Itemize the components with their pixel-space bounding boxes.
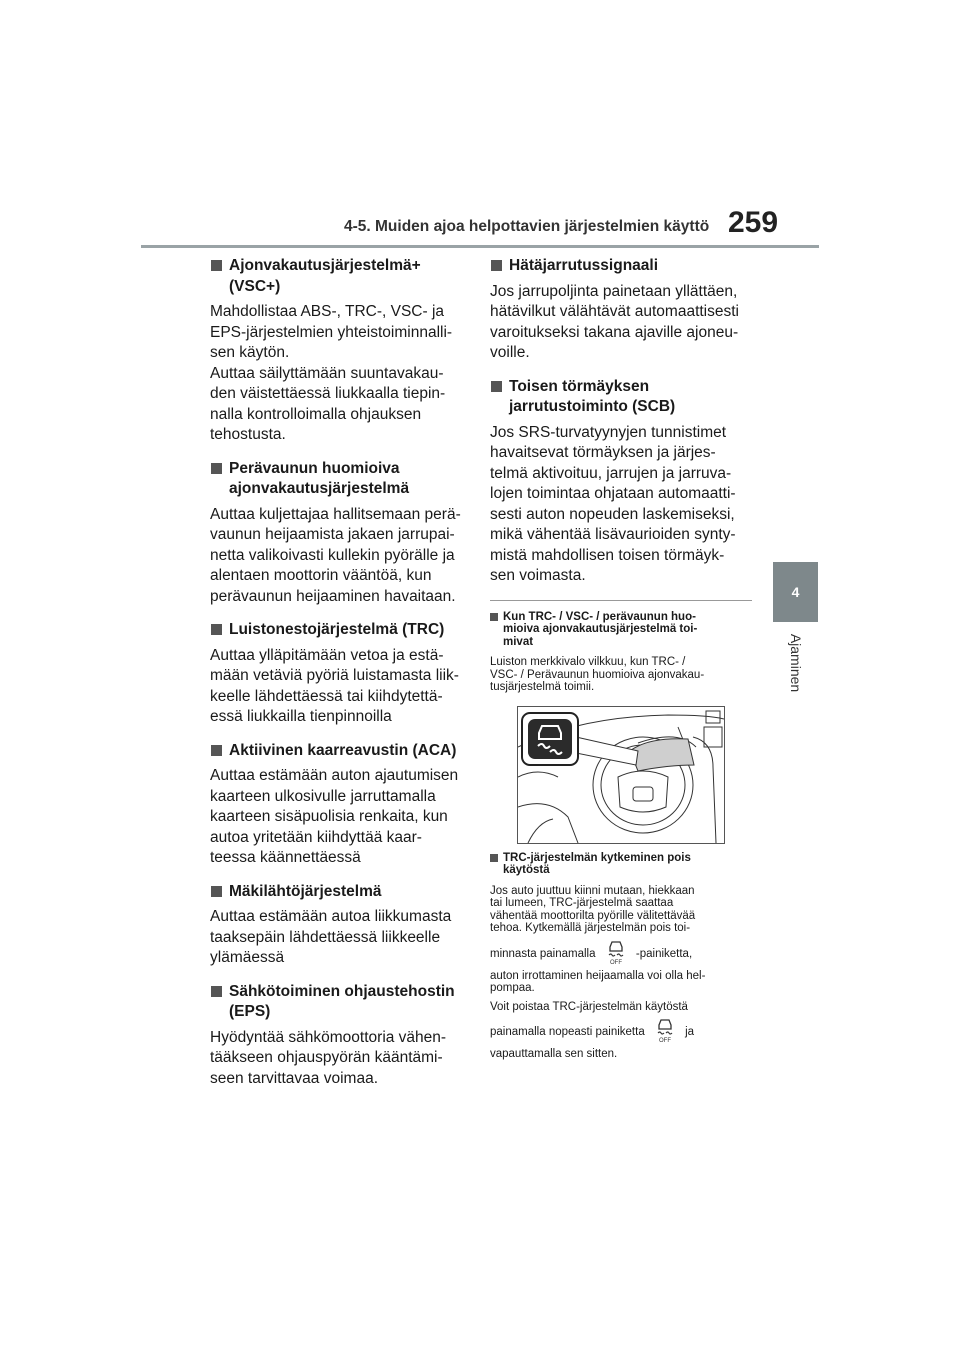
section-trc [210,620,466,728]
section-heading: Mäkilähtöjärjestelmä [229,882,382,900]
square-bullet-icon [211,624,222,635]
section-body: Jos jarrupoljinta painetaan yllättäen, hätävilkut välähtävät automaattisesti varoitukseksi takana ajaville ajoneu- voille. [490,282,739,361]
section-heading: Toisen törmäyksen jarrutustoiminto (SCB) [509,377,676,415]
vsc-off-icon [654,1017,676,1043]
note-body: auton irrottaminen heijaamalla voi olla hel- pompaa. [490,969,706,994]
section-heading: Ajonvakautusjärjestelmä+ (VSC+) [229,257,421,295]
section-eps [210,982,466,1090]
square-bullet-icon [491,381,502,392]
section-scb [490,377,752,587]
section-trailer-sway [210,459,466,608]
note-body: Voit poistaa TRC-järjestelmän käytöstä [490,1000,688,1013]
vsc-off-icon [605,939,627,965]
section-heading: Sähkötoiminen ohjaustehostin (EPS) [229,982,455,1020]
section-heading: Hätäjarrutussignaali [509,257,659,274]
note-heading: TRC-järjestelmän kytkeminen pois käytöstä [490,852,752,877]
page-number: 259 [728,206,779,239]
note-body: Luiston merkkivalo vilkkuu, kun TRC- / VSC- / Perävaunun huomioiva ajonvakau- tusjärjestelmä toimii. [490,656,705,693]
note-heading: Kun TRC- / VSC- / perävaunun huo- mioiva ajonvakautusjärjestelmä toi- mivat [490,611,752,649]
section-body: Auttaa kuljettajaa hallitsemaan perä- vaunun heijaamista jakaen jarrupai- netta valikoivasti kullekin pyörälle ja alentaen moottorin vääntöä, kun perävaunun heijaaminen havaitaan. [210,505,461,605]
section-body: Auttaa ylläpitämään vetoa ja estä- mään vetäviä pyöriä luistamasta liik- keelle lähdettäessä tai kiihdytettä- essä liukkailla tienpinnoilla [210,646,459,725]
left-column [210,256,466,1102]
section-heading: Aktiivinen kaarreavustin (ACA) [229,741,457,759]
svg-text:OFF: OFF [609,959,622,965]
note-body: vapauttamalla sen sitten. [490,1048,618,1060]
section-body: Jos SRS-turvatyynyjen tunnistimet havaitsevat törmäyksen ja järjes- telmä aktivoituu, jarrujen ja jarruva- lojen toimintaa ohjataan automaatti- sesti auton nopeuden laskemiseksi, mikä vähentää lisävaurioiden synty- mistä mahdollisen toisen törmäyk- sen voimasta. [490,423,736,584]
svg-text:OFF: OFF [658,1038,671,1043]
section-vsc-plus [210,256,466,446]
note-inline-line: minnasta painamalla OFF -painiketta, [490,939,752,965]
section-emergency-brake-signal [490,256,752,364]
square-bullet-icon [490,854,498,862]
section-body: Auttaa estämään autoa liikkumasta taaksepäin lähdettäessä liikkeelle ylämäessä [210,908,452,966]
square-bullet-icon [211,745,222,756]
section-title: 4-5. Muiden ajoa helpottavien järjestelmien käyttö [344,218,710,235]
section-body: Mahdollistaa ABS-, TRC-, VSC- ja EPS-järjestelmien yhteistoiminnalli- sen käytön. Auttaa säilyttämään suuntavakau- den väistettäessä liukkaalla tiepin- nalla kontrolloimalla ohjauksen tehostusta. [210,303,453,443]
chapter-number: 4 [791,584,800,600]
note-body: Jos auto juuttuu kiinni mutaan, hiekkaan tai lumeen, TRC-järjestelmä saattaa vähentää moottorilta pyörille välitettävää tehoa. Kytkemällä järjestelmän pois toi- [490,884,696,934]
square-bullet-icon [211,463,222,474]
section-heading: Perävaunun huomioiva ajonvakautusjärjestelmä [229,459,410,497]
header-rule [141,245,819,248]
dashboard-illustration [517,706,725,844]
dashboard-drawing [518,707,724,843]
note-divider [490,600,752,601]
square-bullet-icon [211,886,222,897]
section-hill-start [210,882,466,969]
section-heading: Luistonestojärjestelmä (TRC) [229,621,445,638]
right-column [490,256,752,1069]
square-bullet-icon [211,986,222,997]
section-body: Hyödyntää sähkömoottoria vähen- tääkseen ohjauspyörän kääntämi- seen tarvittavaa voimaa. [210,1028,447,1087]
section-body: Auttaa estämään auton ajautumisen kaarteen ulkosivulle jarruttamalla kaarteen sisäpuolisia renkaita, kun autoa yritetään kiihdyttää kaar- teessa käännettäessä [210,767,459,866]
square-bullet-icon [211,260,222,271]
note-inline-line: painamalla nopeasti painiketta OFF ja [490,1017,752,1043]
section-aca [210,741,466,869]
square-bullet-icon [490,613,498,621]
square-bullet-icon [491,260,502,271]
chapter-title: Ajaminen [788,633,804,693]
